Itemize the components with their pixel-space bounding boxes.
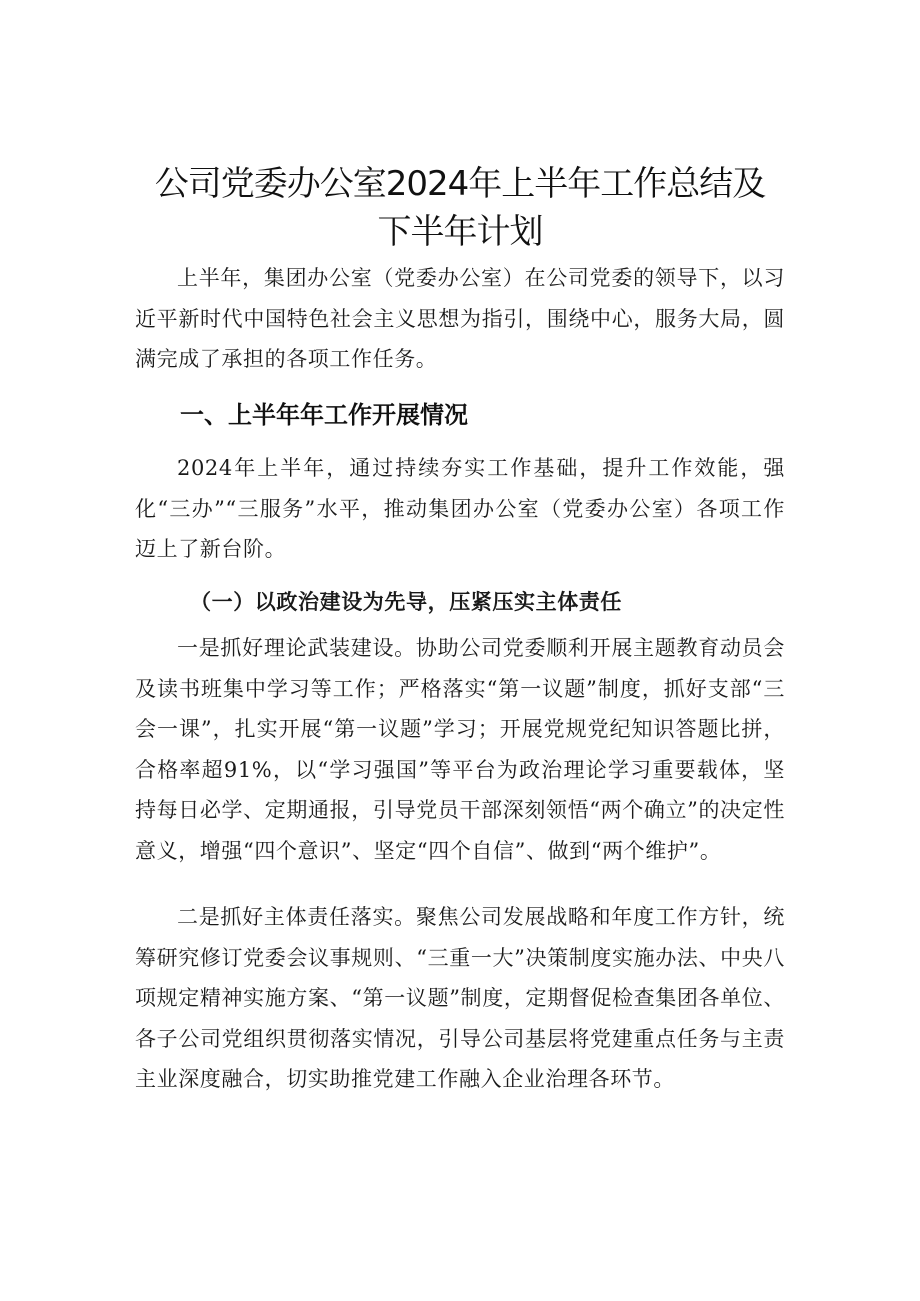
section-summary-paragraph: 2024年上半年，通过持续夯实工作基础，提升工作效能，强化“三办”“三服务”水平，推动集团办公室（党委办公室）各项工作迈上了新台阶。 — [135, 456, 785, 561]
document-title: 公司党委办公室2024年上半年工作总结及下半年计划 — [154, 164, 766, 252]
theory-paragraph: 一是抓好理论武装建设。协助公司党委顺利开展主题教育动员会及读书班集中学习等工作；严格落实“第一议题”制度，抓好支部“三会一课”，扎实开展“第一议题”学习；开展党规党纪知识答题比拼，合格率超91%，以“学习强国”等平台为政治理论学习重要载体，坚持每日必学、定期通报，引导党员干部深刻领悟“两个确立”的决定性意义，增强“四个意识”、坚定“四个自信”、做到“两个维护”。 — [135, 636, 785, 863]
section-heading: 一、上半年年工作开展情况 — [180, 401, 468, 429]
subsection-heading: （一）以政治建设为先导，压紧压实主体责任 — [190, 589, 622, 614]
responsibility-paragraph: 二是抓好主体责任落实。聚焦公司发展战略和年度工作方针，统筹研究修订党委会议事规则、“三重一大”决策制度实施办法、中央八项规定精神实施方案、“第一议题”制度，定期督促检查集团各单位、各子公司党组织贯彻落实情况，引导公司基层将党建重点任务与主责主业深度融合，切实助推党建工作融入企业治理各环节。 — [135, 905, 785, 1091]
intro-paragraph: 上半年，集团办公室（党委办公室）在公司党委的领导下，以习近平新时代中国特色社会主义思想为指引，围绕中心，服务大局，圆满完成了承担的各项工作任务。 — [135, 266, 785, 371]
